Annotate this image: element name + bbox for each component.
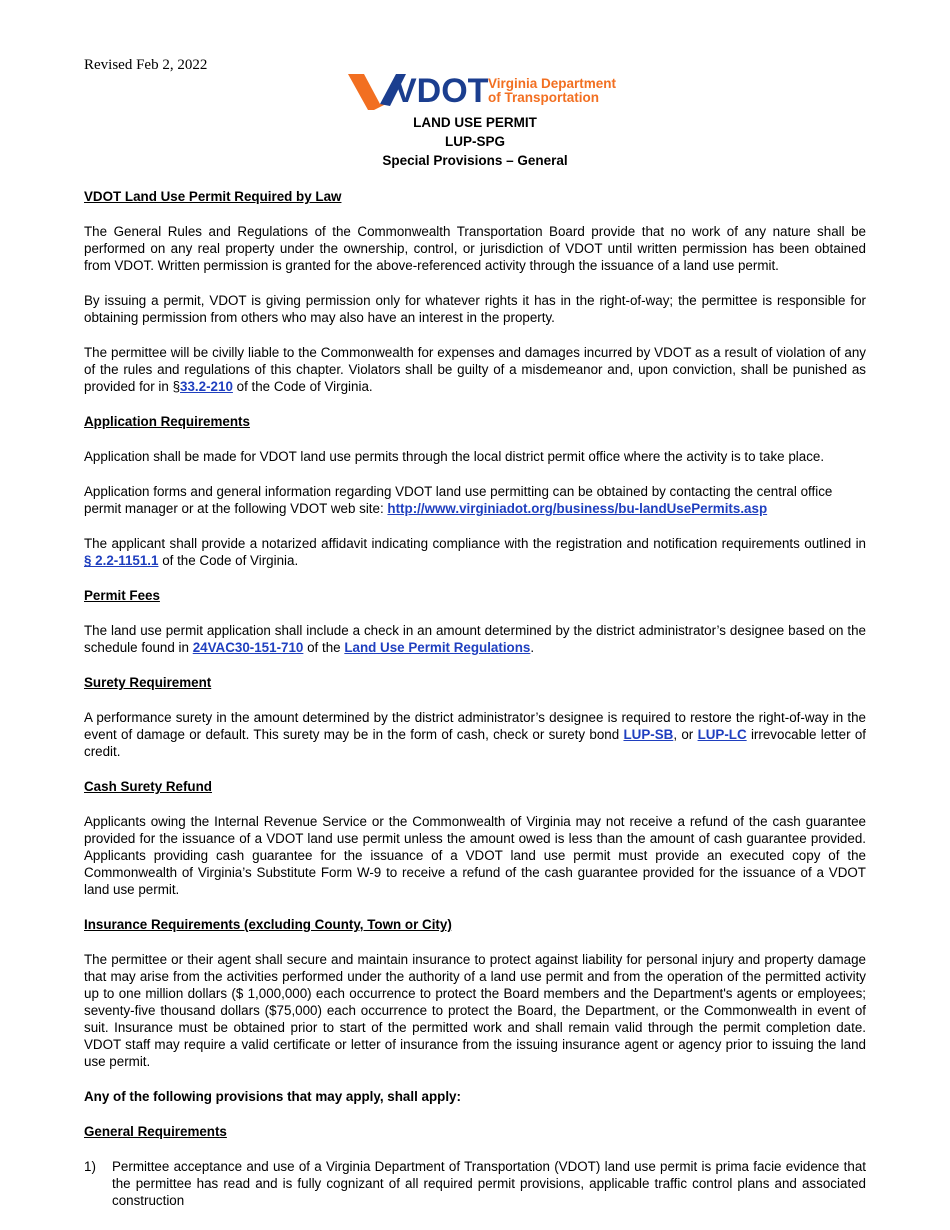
section-heading-application: Application Requirements xyxy=(84,414,250,429)
provisions-statement: Any of the following provisions that may apply, shall apply: xyxy=(84,1089,461,1104)
code-link-33-2-210[interactable]: 33.2-210 xyxy=(180,379,233,394)
section-heading-cash-refund: Cash Surety Refund xyxy=(84,779,212,794)
list-item-number: 1) xyxy=(84,1159,96,1174)
logo-mark: VDOT xyxy=(394,72,489,110)
document-header xyxy=(0,113,950,170)
document-body xyxy=(84,188,866,1209)
paragraph: Application shall be made for VDOT land use permits through the local district permit office where the activity is to take place. xyxy=(84,449,825,464)
section-heading-law: VDOT Land Use Permit Required by Law xyxy=(84,189,342,204)
lup-lc-link[interactable]: LUP-LC xyxy=(697,727,747,742)
paragraph: The permittee will be civilly liable to the Commonwealth for expenses and damages incurred by VDOT as a result of violation of any of the rules and regulations of this chapter. Violators shall be guilty of a misdemeanor and, upon conviction, shall be punished as provided for in §33.2-210 of the Code of Virginia. xyxy=(84,345,866,394)
document-subtitle: Special Provisions – General xyxy=(382,153,568,168)
section-heading-insurance: Insurance Requirements (excluding County, Town or City) xyxy=(84,917,452,932)
paragraph: Applicants owing the Internal Revenue Service or the Commonwealth of Virginia may not receive a refund of the cash guarantee provided for the issuance of a VDOT land use permit unless the amount owed is less than the amount of cash guarantee provided. Applicants providing cash guarantee for the issuance of a VDOT land use permit must provide an executed copy of the Commonwealth of Virginia’s Substitute Form W-9 to receive a refund of the cash guarantee provided for the issuance of a VDOT land use permit. xyxy=(84,814,866,897)
vdot-logo xyxy=(346,70,616,114)
paragraph: Application forms and general information regarding VDOT land use permitting can be obtained by contacting the central office permit manager or at the following VDOT web site: http://www.virginiadot.org/business/bu-landUsePermits.asp xyxy=(84,484,833,516)
code-link-2-2-1151-1[interactable]: § 2.2-1151.1 xyxy=(84,553,159,568)
paragraph: The permittee or their agent shall secure and maintain insurance to protect against liability for personal injury and property damage that may arise from the activities performed under the authority of a land use permit and from the operation of the permitted activity up to one million dollars ($ 1,000,000) each occurrence to protect the Board members and the Department's agents or employees; seventy-five thousand dollars ($75,000) each occurrence to protect the Board, the Department, or the Commonwealth in event of suit. Insurance must be obtained prior to start of the permitted work and shall remain valid through the permit completion date. VDOT staff may require a valid certificate or letter of insurance from the issuing insurance agent or agency prior to issuing the land use permit. xyxy=(84,952,866,1069)
paragraph: The applicant shall provide a notarized affidavit indicating compliance with the registration and notification requirements outlined in § 2.2-1151.1 of the Code of Virginia. xyxy=(84,536,866,568)
section-heading-surety: Surety Requirement xyxy=(84,675,212,690)
logo-line2: of Transportation xyxy=(488,90,599,105)
vdot-permits-website-link[interactable]: http://www.virginiadot.org/business/bu-landUsePermits.asp xyxy=(387,501,768,516)
revised-date: Revised Feb 2, 2022 xyxy=(84,57,208,73)
list-item-text: Permittee acceptance and use of a Virginia Department of Transportation (VDOT) land use permit is prima facie evidence that the permittee has read and is fully cognizant of all required permit provisions, applicable traffic control plans and associated construction xyxy=(112,1159,866,1208)
section-heading-general: General Requirements xyxy=(84,1124,227,1139)
vdot-logo-icon xyxy=(346,70,616,114)
paragraph: By issuing a permit, VDOT is giving permission only for whatever rights it has in the right-of-way; the permittee is responsible for obtaining permission from others who may also have an interest in the property. xyxy=(84,293,866,325)
paragraph: A performance surety in the amount determined by the district administrator’s designee is required to restore the right-of-way in the event of damage or default. This surety may be in the form of cash, check or surety bond LUP-SB, or LUP-LC irrevocable letter of credit. xyxy=(84,710,867,759)
list-item xyxy=(84,1158,866,1209)
paragraph: The land use permit application shall include a check in an amount determined by the district administrator’s designee based on the schedule found in 24VAC30-151-710 of the Land Use Permit Regulations. xyxy=(84,623,866,655)
land-use-permit-regulations-link[interactable]: Land Use Permit Regulations xyxy=(344,640,531,655)
paragraph: The General Rules and Regulations of the Commonwealth Transportation Board provide that no work of any nature shall be performed on any real property under the ownership, control, or jurisdiction of VDOT until written permission has been obtained from VDOT. Written permission is granted for the above-referenced activity through the issuance of a land use permit. xyxy=(84,224,866,273)
lup-sb-link[interactable]: LUP-SB xyxy=(623,727,674,742)
logo-line1: Virginia Department xyxy=(488,76,616,91)
regulation-link-24vac30[interactable]: 24VAC30-151-710 xyxy=(192,640,304,655)
document-code: LUP-SPG xyxy=(444,134,505,149)
document-title: LAND USE PERMIT xyxy=(413,115,537,130)
section-heading-fees: Permit Fees xyxy=(84,588,160,603)
